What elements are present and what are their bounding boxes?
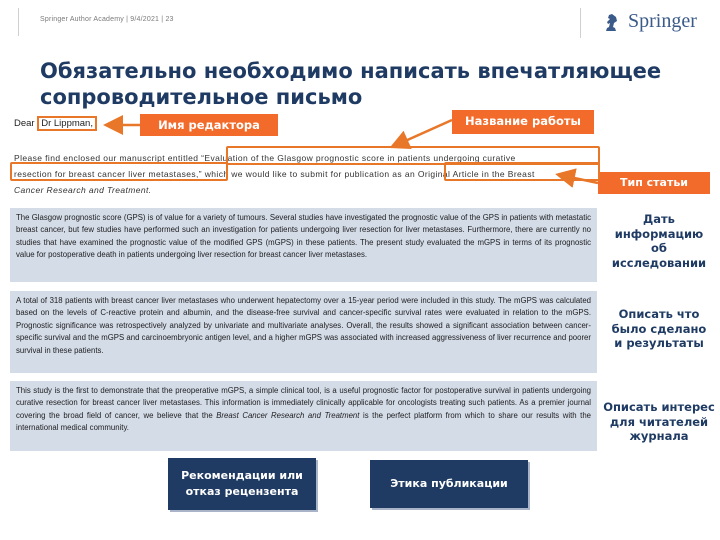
side-label-reader-interest — [598, 400, 720, 444]
header-divider — [18, 8, 19, 36]
slide-title: Обязательно необходимо написать впечатляющее сопроводительное письмо — [40, 59, 662, 109]
callout-article-type: Тип статьи — [598, 172, 710, 194]
side-label-study-info — [598, 212, 720, 270]
letter-line-3: Cancer Research and Treatment. — [14, 185, 152, 195]
logo-text: Springer — [628, 10, 697, 32]
side-label-line: и результаты — [614, 336, 704, 350]
reviewers-recommendation-box — [168, 458, 316, 510]
p3-text-a: This study is the first to demonstrate that the preoperative mGPS, a simple clinical tool, is a useful prognostic factor for postoperative survival in patients undergoing curative resection for breast cancer liver metastases. This information is immediately clinically applicable for oncologists treating such patients. As a premier journal covering the broad field of cancer, we believe that the — [16, 386, 591, 420]
p3-text-b: is the perfect platform from which to share our results with the international medical community. — [16, 410, 591, 433]
publication-ethics-box: Этика публикации — [370, 460, 528, 508]
paragraph-methods-results: A total of 318 patients with breast cancer liver metastases who underwent hepatectomy over a 15-year period were included in this study. The mGPS was calculated based on the levels of C-reactive protein and albumin, and the disease-free survival and cancer-specific survival rates were evaluated in relation to the mGPS. Prognostic significance was retrospectively analyzed by univariate and multivariate analyses. Overall, the results showed a significant association between cancer-specific survival and the mGPS and carcinoembryonic antigen level, and a higher mGPS was associated with increased aggressiveness of liver recurrence and poorer survival in these patients. — [10, 291, 597, 373]
side-label-line: об — [651, 241, 667, 255]
side-label-line: информацию — [614, 226, 704, 241]
side-label-line: для читателей — [609, 414, 709, 429]
editor-name-highlight: Dr Lippman, — [37, 116, 97, 131]
reviewers-line-2: отказ рецензента — [185, 485, 299, 498]
reviewers-line-1: Рекомендации или — [181, 469, 303, 482]
p3-journal-name: Breast Cancer Research and Treatment — [216, 410, 360, 420]
slide-meta: Springer Author Academy | 9/4/2021 | 23 — [40, 16, 174, 23]
side-label-line: исследовании — [611, 255, 707, 270]
letter-line-1: Please find enclosed our manuscript entitled “Evaluation of the Glasgow prognostic score in patients undergoing curative — [14, 153, 516, 163]
title-highlight-box-2 — [10, 162, 228, 181]
side-label-line: журнала — [629, 429, 689, 443]
springer-chess-knight-icon — [600, 11, 622, 33]
logo-divider — [580, 8, 581, 38]
side-label-results — [598, 307, 720, 351]
callout-editor-name: Имя редактора — [140, 114, 278, 136]
side-label-line: Дать — [643, 212, 675, 226]
paragraph-background: The Glasgow prognostic score (GPS) is of value for a variety of tumours. Several studies have investigated the prognostic value of the GPS in patients with metastatic breast cancer, but few studies have performed such an investigation for patients undergoing liver resection for liver metastases. Furthermore, there are currently no studies that have examined the prognostic value of the modified GPS (mGPS) in these patients. The present study evaluated the mGPS in terms of its prognostic value for postoperative death in patients undergoing liver resection for breast cancer liver metastases. — [10, 208, 597, 282]
letter-line-2: resection for breast cancer liver metastases,” which we would like to submit for publication as an Original Article in the Breast — [14, 169, 535, 179]
springer-logo — [600, 10, 697, 33]
article-type-highlight-box — [444, 162, 600, 181]
side-label-line: Описать что — [618, 307, 700, 321]
paragraph-journal-interest — [10, 381, 597, 451]
letter-salutation — [14, 118, 97, 129]
side-label-line: Описать интерес — [603, 400, 715, 414]
salutation-prefix: Dear — [14, 118, 35, 129]
callout-paper-title: Название работы — [452, 110, 594, 134]
arrow-to-paper-title — [394, 120, 452, 146]
side-label-line: было сделано — [611, 321, 707, 336]
